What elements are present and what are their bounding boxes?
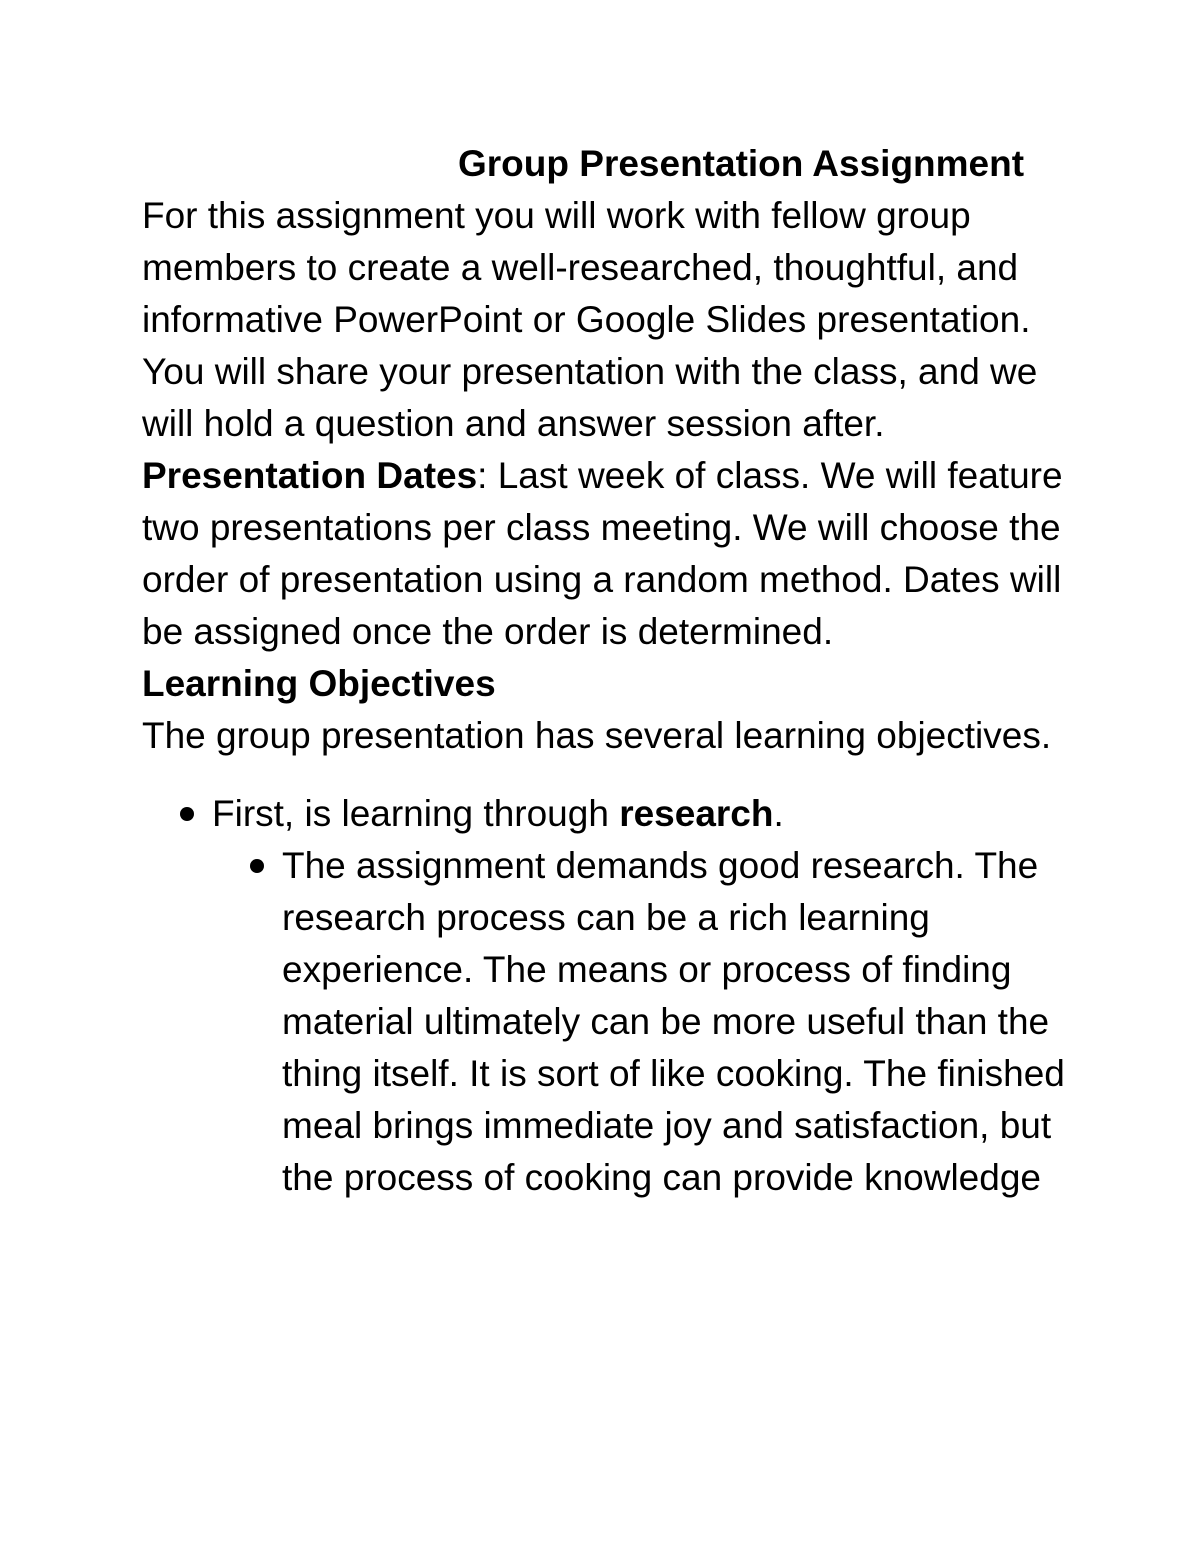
dates-paragraph (142, 450, 1082, 658)
objectives-list (142, 788, 1082, 1204)
dates-colon: : (477, 455, 488, 496)
sub-bullet1-text: The assignment demands good research. The research process can be a rich learning experience. The means or process of finding material ultimately can be more useful than the thing itself. It is sort of like cooking. The finished meal brings immediate joy and satisfaction, but the process of cooking can provide knowledge (282, 845, 1065, 1198)
dates-label: Presentation Dates (142, 455, 478, 496)
list-gap (142, 762, 1082, 788)
bullet1-bold: research (619, 793, 774, 834)
bullet1-suffix: . (773, 793, 784, 834)
intro-paragraph: For this assignment you will work with fellow group members to create a well-researched, thoughtful, and informative PowerPoint or Google Slides presentation. You will share your presentation with the class, and we will hold a question and answer session after. (142, 195, 1038, 444)
list-item (212, 840, 1082, 1204)
document-body (142, 138, 1082, 1204)
bullet-icon (180, 807, 194, 821)
objectives-heading: Learning Objectives (142, 663, 496, 704)
dates-text: Last week of class. We will feature two presentations per class meeting. We will choose the order of presentation using a random method. Dates will be assigned once the order is determined. (142, 455, 1063, 652)
title-spacer (142, 138, 1082, 190)
document-title: Group Presentation Assignment (458, 143, 1025, 184)
objectives-intro: The group presentation has several learning objectives. (142, 715, 1052, 756)
sub-list (212, 840, 1082, 1204)
bullet1-prefix: First, is learning through (212, 793, 620, 834)
bullet-icon (250, 859, 264, 873)
list-item (142, 788, 1082, 1204)
